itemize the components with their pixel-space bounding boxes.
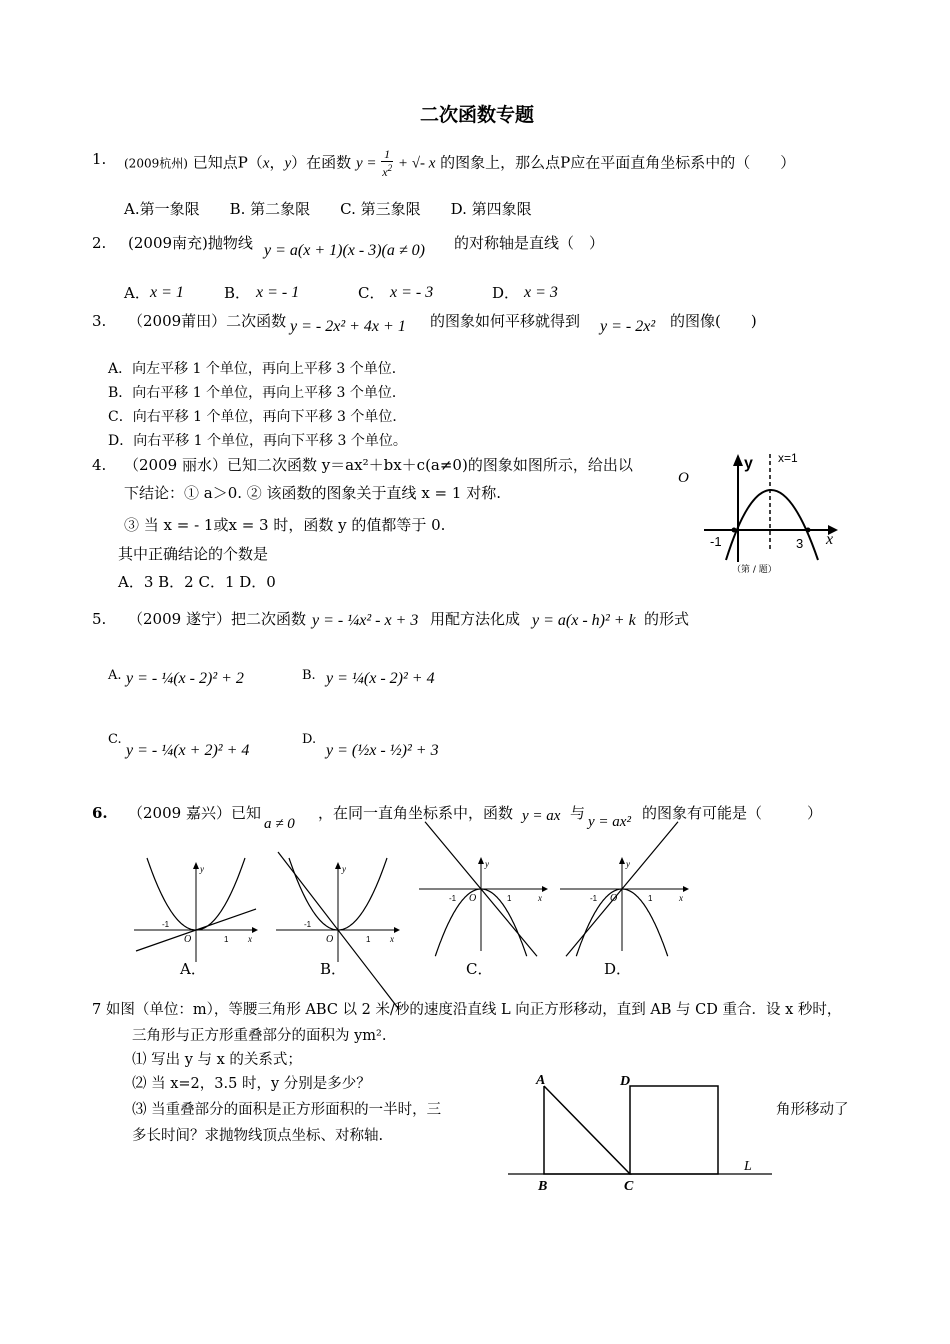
q2-opt-a-label: A． [124,284,150,302]
q7-label-l: L [744,1159,752,1174]
tick-neg1-label: -1 [449,894,457,903]
q4-neg1-label: -1 [710,534,722,549]
tick-1-label: 1 [224,935,229,944]
q4-number: 4. [92,456,107,474]
q5-stem-c: 的形式 [644,610,690,628]
q7-sub-1: ⑴ 写出 y 与 x 的关系式； [132,1052,302,1068]
q7-line-1: 7 如图（单位：m），等腰三角形 ABC 以 2 米/秒的速度沿直线 L 向正方形移动，直到 AB 与 CD 重合．设 x 秒时， [92,1002,842,1018]
q5-opt-a: y = - ¼(x - 2)² + 2 [126,670,244,687]
q5-target-form: y = a(x - h)² + k [532,612,636,629]
y-axis-label: y [200,864,204,874]
q6-graph-c [415,855,550,955]
q7-sub-3a: ⑶ 当重叠部分的面积是正方形面积的一半时，三 [132,1102,442,1118]
origin-label: O [610,893,618,904]
q1-y: y [284,155,292,172]
q1-stem-b: ）在函数 [291,153,352,172]
q1-frac-den: $x^2$ [382,163,393,179]
q3-stem-a: （2009莆田）二次函数 [128,312,287,330]
q3-option-b: B．向右平移 1 个单位，再向上平移 3 个单位． [108,385,406,401]
x-axis-label: x [248,934,252,944]
q5-opt-c-label: C. [108,732,122,747]
q6-label-a: A． [180,960,206,978]
q6-condition: a ≠ 0 [264,816,295,832]
q7-label-c: C [624,1179,634,1194]
q5-opt-d: y = (½x - ½)² + 3 [326,742,439,759]
y-axis-label: y [342,864,346,874]
q1-fraction [381,148,393,179]
q6-graph-d [556,855,691,955]
q7-label-a: A [536,1073,546,1088]
q2-number: 2. [92,234,107,252]
tick-1-label: 1 [507,894,512,903]
q2-formula: y = a(x + 1)(x - 3)(a ≠ 0) [264,242,425,259]
y-axis-arrow [193,862,199,869]
q2-stem-b: 的对称轴是直线（ ） [454,234,605,252]
x-axis-label: x [538,893,542,903]
q3-stem-b: 的图象如何平移就得到 [430,312,581,330]
q4-line-1: （2009 丽水）已知二次函数 y＝ax²＋bx＋c(a≠0)的图象如图所示，给出以 [124,456,633,474]
q6-f1: y = ax [522,808,561,824]
q7-line-2: 三角形与正方形重叠部分的面积为 ym². [132,1028,387,1044]
y-axis-arrow [619,857,625,864]
x-axis-arrow [394,927,400,933]
q6-label-c: C． [466,960,493,978]
q5-stem-a: （2009 遂宁）把二次函数 [128,610,306,628]
q3-number: 3. [92,312,107,330]
q7-label-d: D [620,1074,631,1089]
q4-origin-label: O [678,470,689,486]
q3-stem-c: 的图像( ) [670,312,757,330]
q5-opt-d-label: D. [302,732,317,747]
q5-opt-b: y = ¼(x - 2)² + 4 [326,670,435,687]
q4-y-axis-label: y [744,455,753,472]
q1-formula-rhs: + √- x [397,155,436,172]
q6-f2: y = ax² [588,814,631,830]
origin-label: O [326,934,334,945]
tick-neg1-label: -1 [590,894,598,903]
y-axis-label: y [626,859,630,869]
q2-opt-a: x = 1 [150,284,184,301]
q5-opt-c: y = - ¼(x + 2)² + 4 [126,742,250,759]
q6-stem-a: （2009 嘉兴）已知 [128,804,261,822]
q3-formula-a: y = - 2x² + 4x + 1 [290,318,406,335]
q1-stem-c: 的图象上，那么点P应在平面直角坐标系中的（ ） [440,153,796,172]
q2-opt-b: x = - 1 [256,284,300,301]
q4-line-3: ③ 当 x = - 1或x = 3 时，函数 y 的值都等于 0. [124,516,446,534]
tick-1-label: 1 [366,935,371,944]
q4-line-4: 其中正确结论的个数是 [118,545,269,563]
tick-1-label: 1 [648,894,653,903]
origin-label: O [184,934,192,945]
q1-stem-a: 已知点P（ [192,153,263,172]
tick-neg1-label: -1 [304,920,312,929]
q2-opt-b-label: B． [224,284,251,302]
origin-label: O [469,893,477,904]
page-title: 二次函数专题 [420,104,535,126]
q2-stem-a: (2009南充)抛物线 [128,234,253,252]
q5-opt-a-label: A. [108,668,122,683]
q4-options: A．3 B．2 C．1 D．0 [118,573,276,591]
y-axis-arrow [335,862,341,869]
q2-opt-d-label: D． [492,284,520,302]
q5-number: 5. [92,610,107,628]
q2-opt-c-label: C． [358,284,385,302]
q1-stem [124,148,795,179]
q6-graph-b [272,858,402,968]
q5-opt-b-label: B. [302,668,316,683]
q4-three-label: 3 [796,536,804,551]
y-axis-arrow [478,857,484,864]
q3-option-c: C．向右平移 1 个单位，再向下平移 3 个单位． [108,409,407,425]
q1-comma: ， [269,153,285,172]
x-axis-arrow [542,886,548,892]
q1-source: (2009杭州) [124,156,188,171]
q6-graph-a [130,858,260,968]
q3-formula-b: y = - 2x² [600,318,656,335]
q4-parabola-figure [700,448,840,578]
y-axis-label: y [485,859,489,869]
q1-formula-lhs: y = [355,155,377,172]
q3-option-d: D．向右平移 1 个单位，再向下平移 3 个单位。 [108,433,407,449]
q6-label-d: D． [604,960,632,978]
q7-label-b: B [538,1179,548,1194]
q6-stem-c: 与 [570,804,586,822]
q5-formula: y = - ¼x² - x + 3 [312,612,419,629]
q1-x: x [262,155,270,172]
q6-number: 6. [92,804,108,822]
q7-sub-2: ⑵ 当 x=2，3.5 时，y 分别是多少？ [132,1076,371,1092]
q6-label-b: B． [320,960,347,978]
q3-option-a: A．向左平移 1 个单位，再向上平移 3 个单位． [108,361,406,377]
x-axis-arrow [683,886,689,892]
q1-frac-num: 1 [381,148,393,162]
q4-figure-caption: （第 / 题） [732,565,777,575]
q7-sub-3c: 多长时间？求抛物线顶点坐标、对称轴. [132,1128,384,1144]
q5-stem-b: 用配方法化成 [430,610,521,628]
x-axis-label: x [679,893,683,903]
q4-axis-of-symmetry-label: x=1 [778,451,798,465]
q4-line-2: 下结论：① a＞0. ② 该函数的图象关于直线 x = 1 对称. [124,484,501,502]
q1-options: A.第一象限 B. 第二象限 C. 第三象限 D. 第四象限 [124,200,532,218]
q7-figure [504,1066,774,1196]
q2-opt-c: x = - 3 [390,284,434,301]
x-axis-label: x [390,934,394,944]
x-axis-arrow [252,927,258,933]
q1-number: 1. [92,150,107,168]
q6-stem-d: 的图象有可能是（ ） [642,804,823,822]
q2-opt-d: x = 3 [524,284,558,301]
tick-neg1-label: -1 [162,920,170,929]
q4-x-axis-label: x [826,531,834,548]
q6-stem-b: ，在同一直角坐标系中，函数 [318,804,514,822]
q7-sub-3b: 角形移动了 [776,1102,849,1118]
